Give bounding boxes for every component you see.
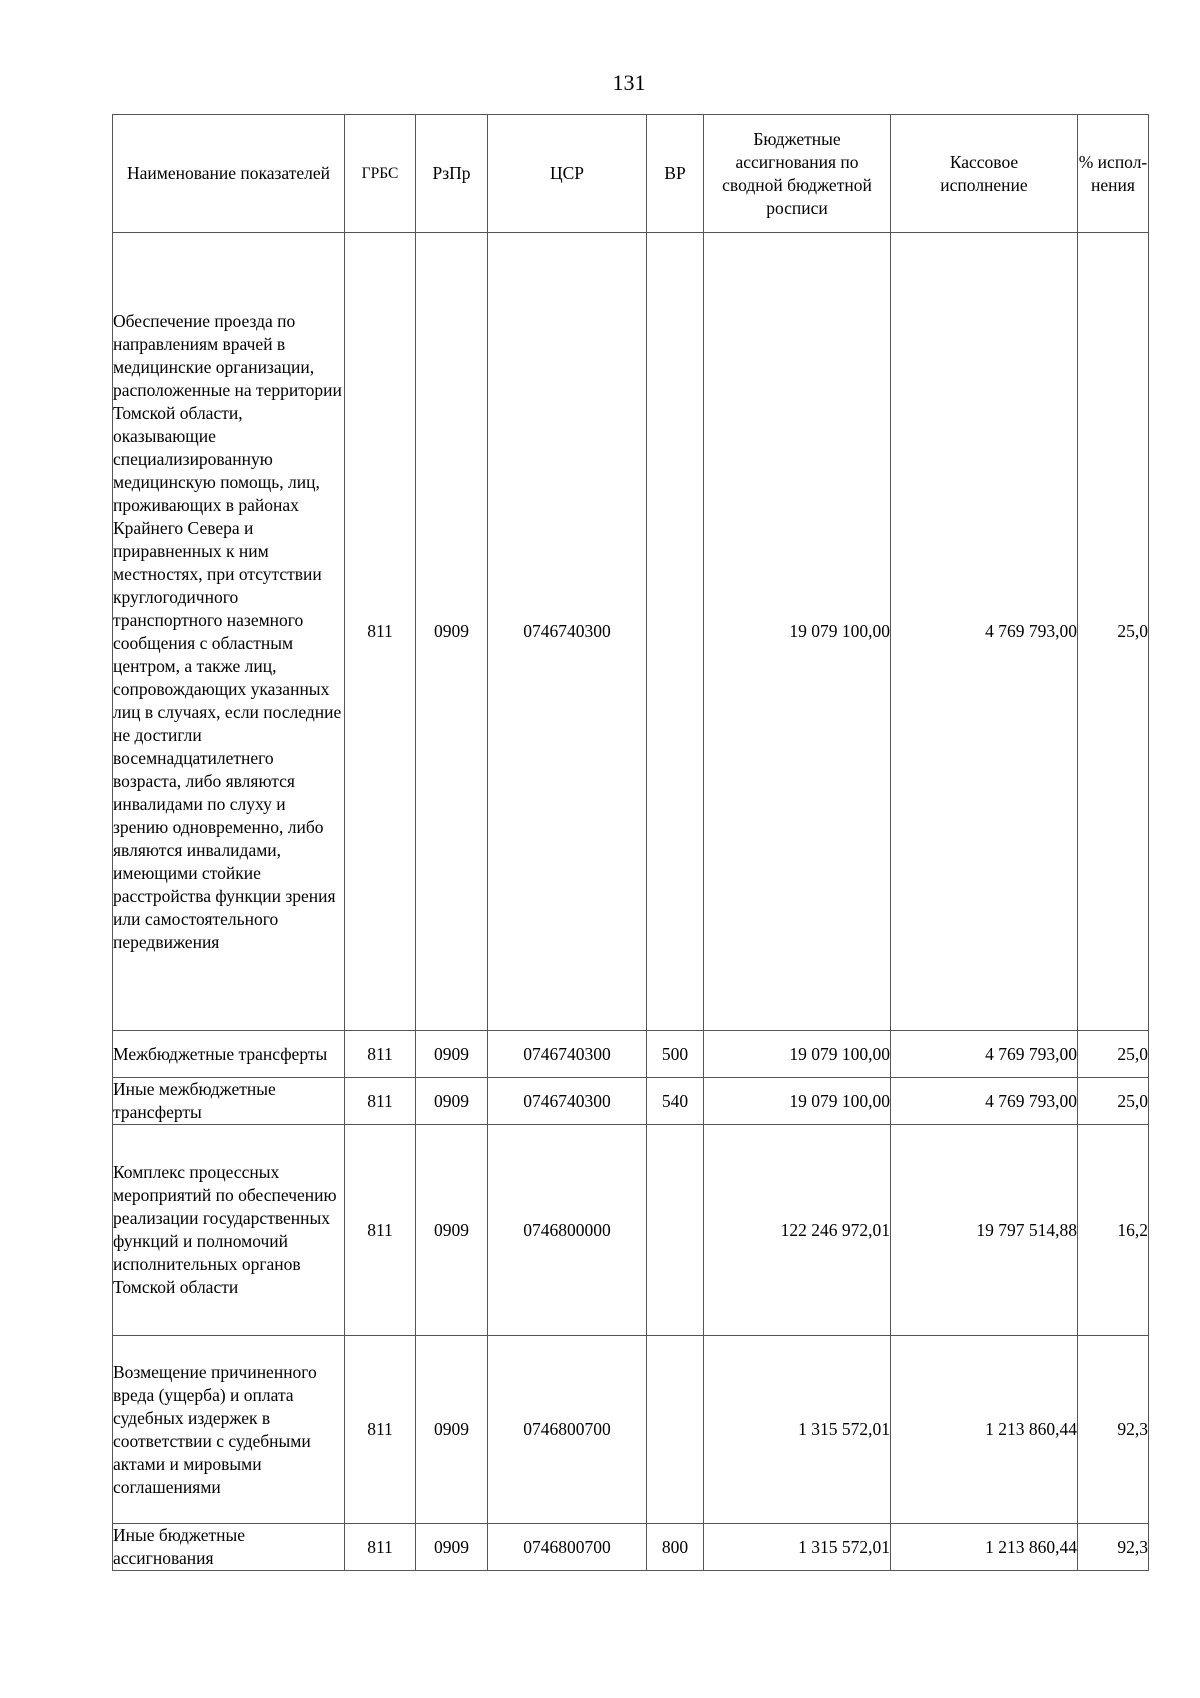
- row-pct: 25,0: [1078, 1031, 1149, 1078]
- row-pct: 25,0: [1078, 233, 1149, 1031]
- row-rzpr: 0909: [416, 1336, 488, 1524]
- row-fact: 1 213 860,44: [891, 1336, 1078, 1524]
- table-row: [113, 233, 1149, 1031]
- row-name: Комплекс процессных мероприятий по обеспечению реализации государственных функций и полномочий исполнительных органов Томской области: [113, 1125, 345, 1336]
- row-csr: 0746800000: [488, 1125, 647, 1336]
- row-plan: 1 315 572,01: [704, 1524, 891, 1571]
- header-grbs: ГРБС: [345, 115, 416, 233]
- table-row: [113, 1125, 1149, 1336]
- row-vr: 800: [647, 1524, 704, 1571]
- row-pct: 16,2: [1078, 1125, 1149, 1336]
- row-plan: 19 079 100,00: [704, 233, 891, 1031]
- row-vr: 540: [647, 1078, 704, 1125]
- row-plan: 19 079 100,00: [704, 1078, 891, 1125]
- row-rzpr: 0909: [416, 1078, 488, 1125]
- row-pct: 25,0: [1078, 1078, 1149, 1125]
- table-row: [113, 1336, 1149, 1524]
- row-name: Межбюджетные трансферты: [113, 1031, 345, 1078]
- page-number: 131: [612, 70, 646, 95]
- row-vr: [647, 1336, 704, 1524]
- row-csr: 0746740300: [488, 1078, 647, 1125]
- row-grbs: 811: [345, 1125, 416, 1336]
- row-grbs: 811: [345, 1336, 416, 1524]
- row-plan: 1 315 572,01: [704, 1336, 891, 1524]
- row-pct: 92,3: [1078, 1524, 1149, 1571]
- row-name: Возмещение причиненного вреда (ущерба) и оплата судебных издержек в соответствии с судебными актами и мировыми соглашениями: [113, 1336, 345, 1524]
- row-rzpr: 0909: [416, 1125, 488, 1336]
- header-csr: ЦСР: [488, 115, 647, 233]
- row-csr: 0746800700: [488, 1336, 647, 1524]
- row-fact: 4 769 793,00: [891, 1078, 1078, 1125]
- row-csr: 0746740300: [488, 233, 647, 1031]
- header-pct: % испол-нения: [1078, 115, 1149, 233]
- table-row: [113, 1031, 1149, 1078]
- row-csr: 0746800700: [488, 1524, 647, 1571]
- table-header-row: [113, 115, 1149, 233]
- row-rzpr: 0909: [416, 233, 488, 1031]
- row-fact: 19 797 514,88: [891, 1125, 1078, 1336]
- row-name: Иные межбюджетные трансферты: [113, 1078, 345, 1125]
- row-fact: 1 213 860,44: [891, 1524, 1078, 1571]
- table-row: [113, 1078, 1149, 1125]
- budget-execution-table: [112, 114, 1149, 1571]
- row-grbs: 811: [345, 1078, 416, 1125]
- row-name: Иные бюджетные ассигнования: [113, 1524, 345, 1571]
- row-rzpr: 0909: [416, 1031, 488, 1078]
- header-plan: Бюджетные ассигнования по сводной бюджетной росписи: [704, 115, 891, 233]
- row-grbs: 811: [345, 1031, 416, 1078]
- header-rzpr: РзПр: [416, 115, 488, 233]
- row-plan: 19 079 100,00: [704, 1031, 891, 1078]
- row-csr: 0746740300: [488, 1031, 647, 1078]
- header-name: Наименование показателей: [113, 115, 345, 233]
- table-row: [113, 1524, 1149, 1571]
- header-vr: ВР: [647, 115, 704, 233]
- row-vr: 500: [647, 1031, 704, 1078]
- row-grbs: 811: [345, 233, 416, 1031]
- header-fact: Кассовое исполнение: [891, 115, 1078, 233]
- row-name: Обеспечение проезда по направлениям врачей в медицинские организации, расположенные на территории Томской области, оказывающие специализированную медицинскую помощь, лиц, проживающих в районах Крайнего Севера и приравненных к ним местностях, при отсутствии круглогодичного транспортного наземного сообщения с областным центром, а также лиц, сопровождающих указанных лиц в случаях, если последние не достигли восемнадцатилетнего возраста, либо являются инвалидами по слуху и зрению одновременно, либо являются инвалидами, имеющими стойкие расстройства функции зрения или самостоятельного передвижения: [113, 233, 345, 1031]
- row-rzpr: 0909: [416, 1524, 488, 1571]
- row-fact: 4 769 793,00: [891, 233, 1078, 1031]
- row-fact: 4 769 793,00: [891, 1031, 1078, 1078]
- row-pct: 92,3: [1078, 1336, 1149, 1524]
- row-vr: [647, 233, 704, 1031]
- row-grbs: 811: [345, 1524, 416, 1571]
- row-plan: 122 246 972,01: [704, 1125, 891, 1336]
- row-vr: [647, 1125, 704, 1336]
